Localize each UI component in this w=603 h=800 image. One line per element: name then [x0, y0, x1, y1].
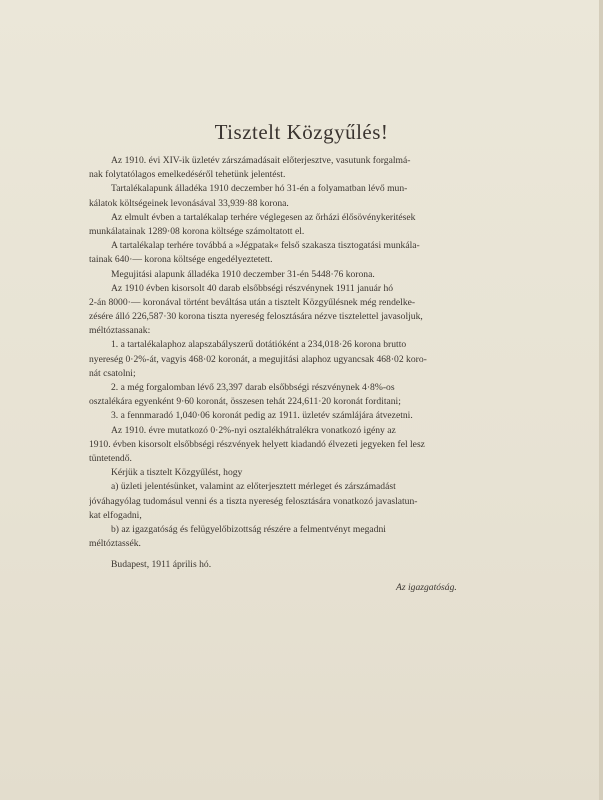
text-line: zésére álló 226,587·30 korona tiszta nyereség felosztására nézve tisztelettel javasoljuk,: [89, 311, 423, 323]
text-line: Az 1910. évi XIV-ik üzletév zárszámadásait előterjesztve, vasutunk forgalmá-: [111, 155, 411, 166]
text-line: A tartalékalap terhére továbbá a »Jégpatak« felső szakasza tisztogatási munkála-: [111, 240, 420, 252]
text-line: méltóztassanak:: [89, 325, 151, 337]
text-line: tainak 640·— korona költsége engedélyeztetett.: [89, 254, 273, 266]
text-line: Megujitási alapunk álladéka 1910 deczember 31-én 5448·76 korona.: [111, 268, 375, 280]
text-line: 2-án 8000·— koronával történt beváltása után a tisztelt Közgyűlésnek még rendelke-: [89, 296, 416, 308]
text-line: 1. a tartalékalaphoz alapszabályszerű dotátióként a 234,018·26 korona brutto: [111, 339, 407, 351]
text-line: nak folytatólagos emelkedéséről tehetünk jelentést.: [89, 169, 286, 181]
text-line: 1910. évben kisorsolt elsőbbségi részvények helyett kiadandó élvezeti jegyeken fel lesz: [89, 438, 425, 450]
text-line: méltóztassék.: [89, 538, 141, 550]
signature: Az igazgatóság.: [396, 582, 457, 593]
text-line: b) az igazgatóság és felügyelőbizottság részére a felmentvényt megadni: [111, 523, 386, 535]
page-title: Tisztelt Közgyűlés!: [214, 120, 389, 144]
text-line: tüntetendő.: [89, 452, 132, 464]
date-line: Budapest, 1911 április hó.: [111, 559, 212, 571]
text-line: nát csatolni;: [89, 367, 136, 379]
text-line: kálatok költségeinek levonásával 33,939·88 korona.: [89, 197, 289, 209]
text-line: Az 1910. évre mutatkozó 0·2%-nyi osztalékhátralékra vonatkozó igény az: [111, 424, 396, 436]
text-line: kat elfogadni,: [89, 509, 142, 521]
report-body: [89, 154, 489, 572]
text-line: Tartalékalapunk álladéka 1910 deczember hó 31-én a folyamatban lévő mun-: [111, 183, 408, 195]
text-line: a) üzleti jelentésünket, valamint az előterjesztett mérleget és zárszámadást: [111, 481, 396, 493]
text-line: Kérjük a tisztelt Közgyűlést, hogy: [111, 467, 243, 479]
page-edge: [599, 0, 603, 800]
text-line: Az elmult évben a tartalékalap terhére véglegesen az őrházi élősövénykeritések: [111, 211, 416, 223]
text-line: jóváhagyólag tudomásul venni és a tiszta nyereség felosztására vonatkozó javaslatun-: [89, 495, 418, 507]
text-line: munkálatainak 1289·08 korona költsége számoltatott el.: [89, 225, 305, 237]
text-line: Az 1910 évben kisorsolt 40 darab elsőbbségi részvénynek 1911 január hó: [111, 282, 394, 294]
text-line: 3. a fennmaradó 1,040·06 koronát pedig az 1911. üzletév számlájára átvezetni.: [111, 410, 413, 422]
text-line: osztalékára egyenként 9·60 koronát, összesen tehát 224,611·20 koronát forditani;: [89, 396, 401, 408]
text-line: 2. a még forgalomban lévő 23,397 darab elsőbbségi részvénynek 4·8%-os: [111, 382, 395, 393]
text-line: nyereség 0·2%-át, vagyis 468·02 koronát, a megujitási alaphoz ugyancsak 468·02 koro-: [89, 353, 427, 365]
